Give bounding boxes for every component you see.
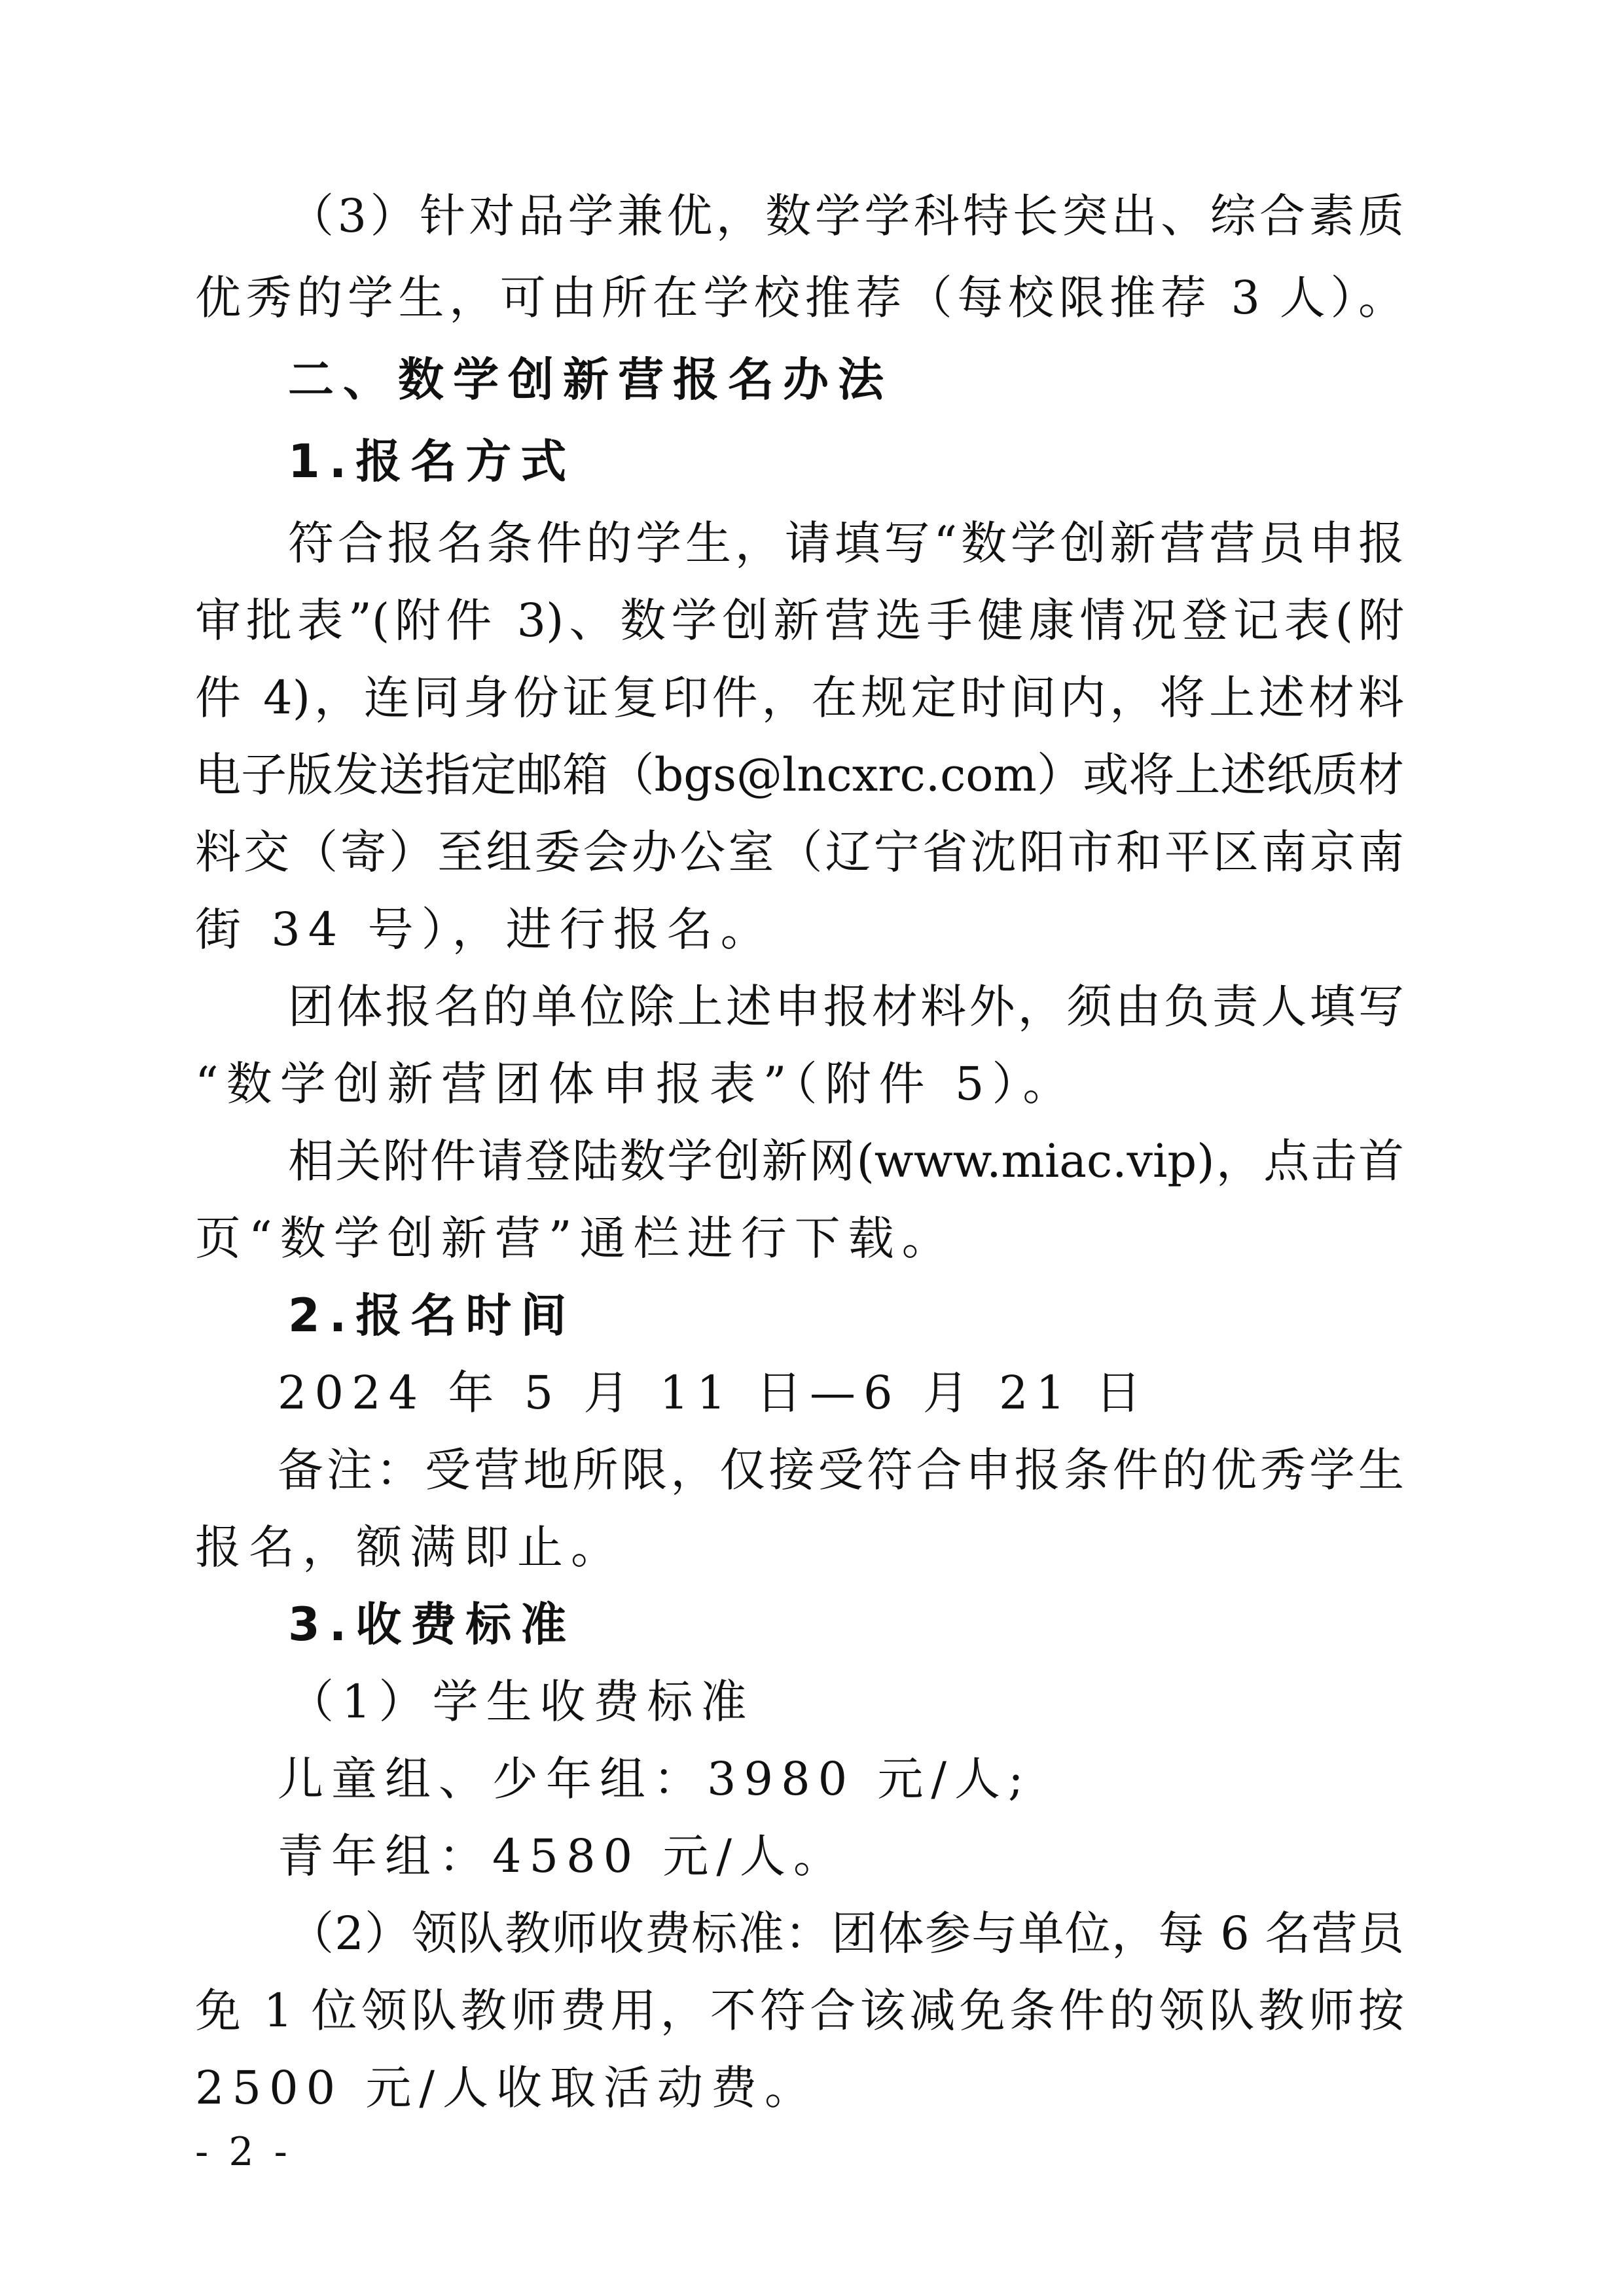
paragraph-line: 备注：受营地所限，仅接受符合申报条件的优秀学生	[278, 1443, 1404, 1497]
section-heading: 二、数学创新营报名办法	[288, 353, 893, 406]
paragraph-line: 儿童组、少年组：3980 元/人;	[278, 1752, 1032, 1806]
paragraph-line: 青年组：4580 元/人。	[278, 1829, 847, 1883]
paragraph-line: 免 1 位领队教师费用，不符合该减免条件的领队教师按	[195, 1984, 1404, 2037]
paragraph-line: （1）学生收费标准	[288, 1675, 755, 1729]
section-heading: 3.收费标准	[288, 1598, 576, 1651]
paragraph-line: 2500 元/人收取活动费。	[195, 2061, 818, 2115]
paragraph-line: 优秀的学生，可由所在学校推荐（每校限推荐 3 人）。	[195, 271, 1404, 325]
paragraph-line: 电子版发送指定邮箱（bgs@lncxrc.com）或将上述纸质材	[195, 748, 1404, 802]
paragraph-line: 料交（寄）至组委会办公室（辽宁省沈阳市和平区南京南	[195, 825, 1404, 879]
paragraph-line: 2024 年 5 月 11 日—6 月 21 日	[278, 1366, 1149, 1420]
paragraph-line: 审批表”(附件 3)、数学创新营选手健康情况登记表(附	[195, 594, 1404, 647]
paragraph-line: 街 34 号），进行报名。	[195, 903, 774, 956]
paragraph-line: 相关附件请登陆数学创新网(www.miac.vip)，点击首	[288, 1134, 1404, 1188]
paragraph-line: 件 4)，连同身份证复印件，在规定时间内，将上述材料	[195, 671, 1404, 725]
paragraph-line: 符合报名条件的学生，请填写“数学创新营营员申报	[288, 516, 1404, 570]
paragraph-line: 团体报名的单位除上述申报材料外，须由负责人填写	[288, 980, 1404, 1033]
page-number: - 2 -	[195, 2129, 291, 2175]
paragraph-line: “数学创新营团体申报表”（附件 5）。	[195, 1057, 1077, 1111]
section-heading: 2.报名时间	[288, 1289, 576, 1342]
paragraph-line: 报名，额满即止。	[195, 1520, 624, 1574]
paragraph-line: （2）领队教师收费标准：团体参与单位，每 6 名营员	[288, 1907, 1404, 1960]
section-heading: 1.报名方式	[288, 435, 576, 488]
paragraph-line: 页“数学创新营”通栏进行下载。	[195, 1211, 956, 1265]
paragraph-line: （3）针对品学兼优，数学学科特长突出、综合素质	[288, 189, 1404, 243]
